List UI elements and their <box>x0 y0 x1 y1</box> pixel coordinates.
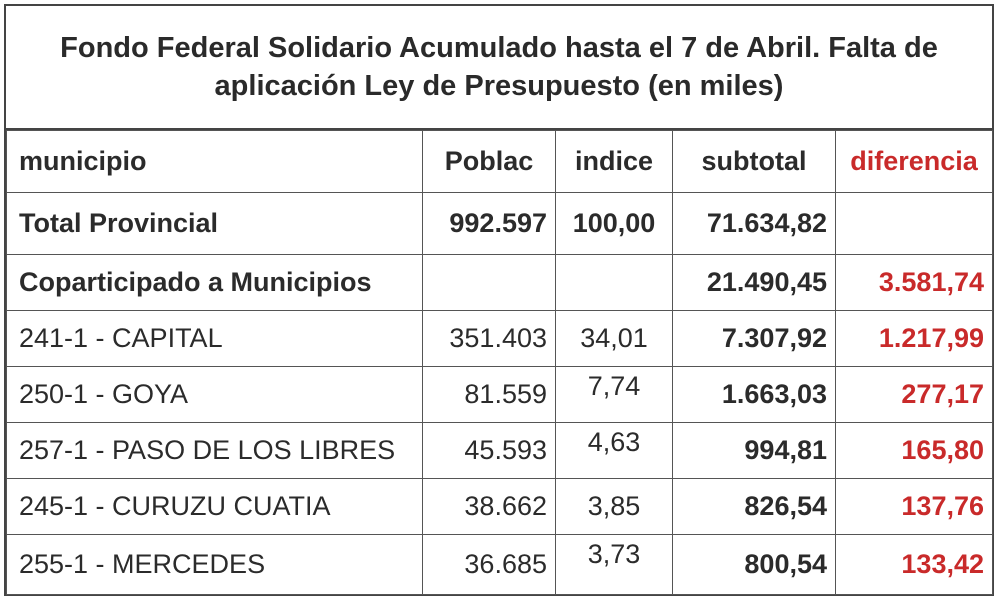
cell-subtotal: 7.307,92 <box>673 311 836 367</box>
cell-subtotal: 71.634,82 <box>673 193 836 255</box>
cell-diferencia: 277,17 <box>836 367 993 423</box>
cell-diferencia: 137,76 <box>836 479 993 535</box>
header-indice: indice <box>556 131 673 193</box>
table-row <box>7 479 993 535</box>
cell-diferencia: 1.217,99 <box>836 311 993 367</box>
cell-subtotal: 826,54 <box>673 479 836 535</box>
cell-diferencia: 165,80 <box>836 423 993 479</box>
cell-indice: 3,85 <box>556 479 673 535</box>
table-row <box>7 311 993 367</box>
cell-indice: 7,74 <box>556 367 673 423</box>
table-row <box>7 535 993 595</box>
title-line-1: Fondo Federal Solidario Acumulado hasta el 7 de Abril. Falta de <box>60 32 938 64</box>
cell-subtotal: 994,81 <box>673 423 836 479</box>
cell-municipio: 245-1 - CURUZU CUATIA <box>7 479 423 535</box>
cell-poblac <box>423 255 556 311</box>
cell-municipio: 250-1 - GOYA <box>7 367 423 423</box>
cell-indice: 4,63 <box>556 423 673 479</box>
cell-indice <box>556 255 673 311</box>
cell-poblac: 45.593 <box>423 423 556 479</box>
cell-poblac: 351.403 <box>423 311 556 367</box>
title-line-2: aplicación Ley de Presupuesto (en miles) <box>214 70 784 102</box>
header-row <box>7 131 993 193</box>
cell-poblac: 992.597 <box>423 193 556 255</box>
header-diferencia: diferencia <box>836 131 993 193</box>
cell-municipio: 257-1 - PASO DE LOS LIBRES <box>7 423 423 479</box>
header-municipio: municipio <box>7 131 423 193</box>
cell-subtotal: 800,54 <box>673 535 836 595</box>
cell-subtotal: 1.663,03 <box>673 367 836 423</box>
cell-indice: 34,01 <box>556 311 673 367</box>
cell-municipio: Total Provincial <box>7 193 423 255</box>
table-row <box>7 193 993 255</box>
table-title <box>6 6 992 130</box>
cell-poblac: 81.559 <box>423 367 556 423</box>
header-subtotal: subtotal <box>673 131 836 193</box>
table-row <box>7 367 993 423</box>
cell-diferencia: 133,42 <box>836 535 993 595</box>
cell-municipio: 241-1 - CAPITAL <box>7 311 423 367</box>
cell-poblac: 38.662 <box>423 479 556 535</box>
cell-municipio: Coparticipado a Municipios <box>7 255 423 311</box>
cell-municipio: 255-1 - MERCEDES <box>7 535 423 595</box>
table-row <box>7 423 993 479</box>
cell-diferencia <box>836 193 993 255</box>
cell-indice: 100,00 <box>556 193 673 255</box>
cell-indice: 3,73 <box>556 535 673 595</box>
header-poblac: Poblac <box>423 131 556 193</box>
cell-diferencia: 3.581,74 <box>836 255 993 311</box>
table-row <box>7 255 993 311</box>
data-table <box>6 130 993 595</box>
table-frame <box>4 4 994 596</box>
cell-poblac: 36.685 <box>423 535 556 595</box>
cell-subtotal: 21.490,45 <box>673 255 836 311</box>
